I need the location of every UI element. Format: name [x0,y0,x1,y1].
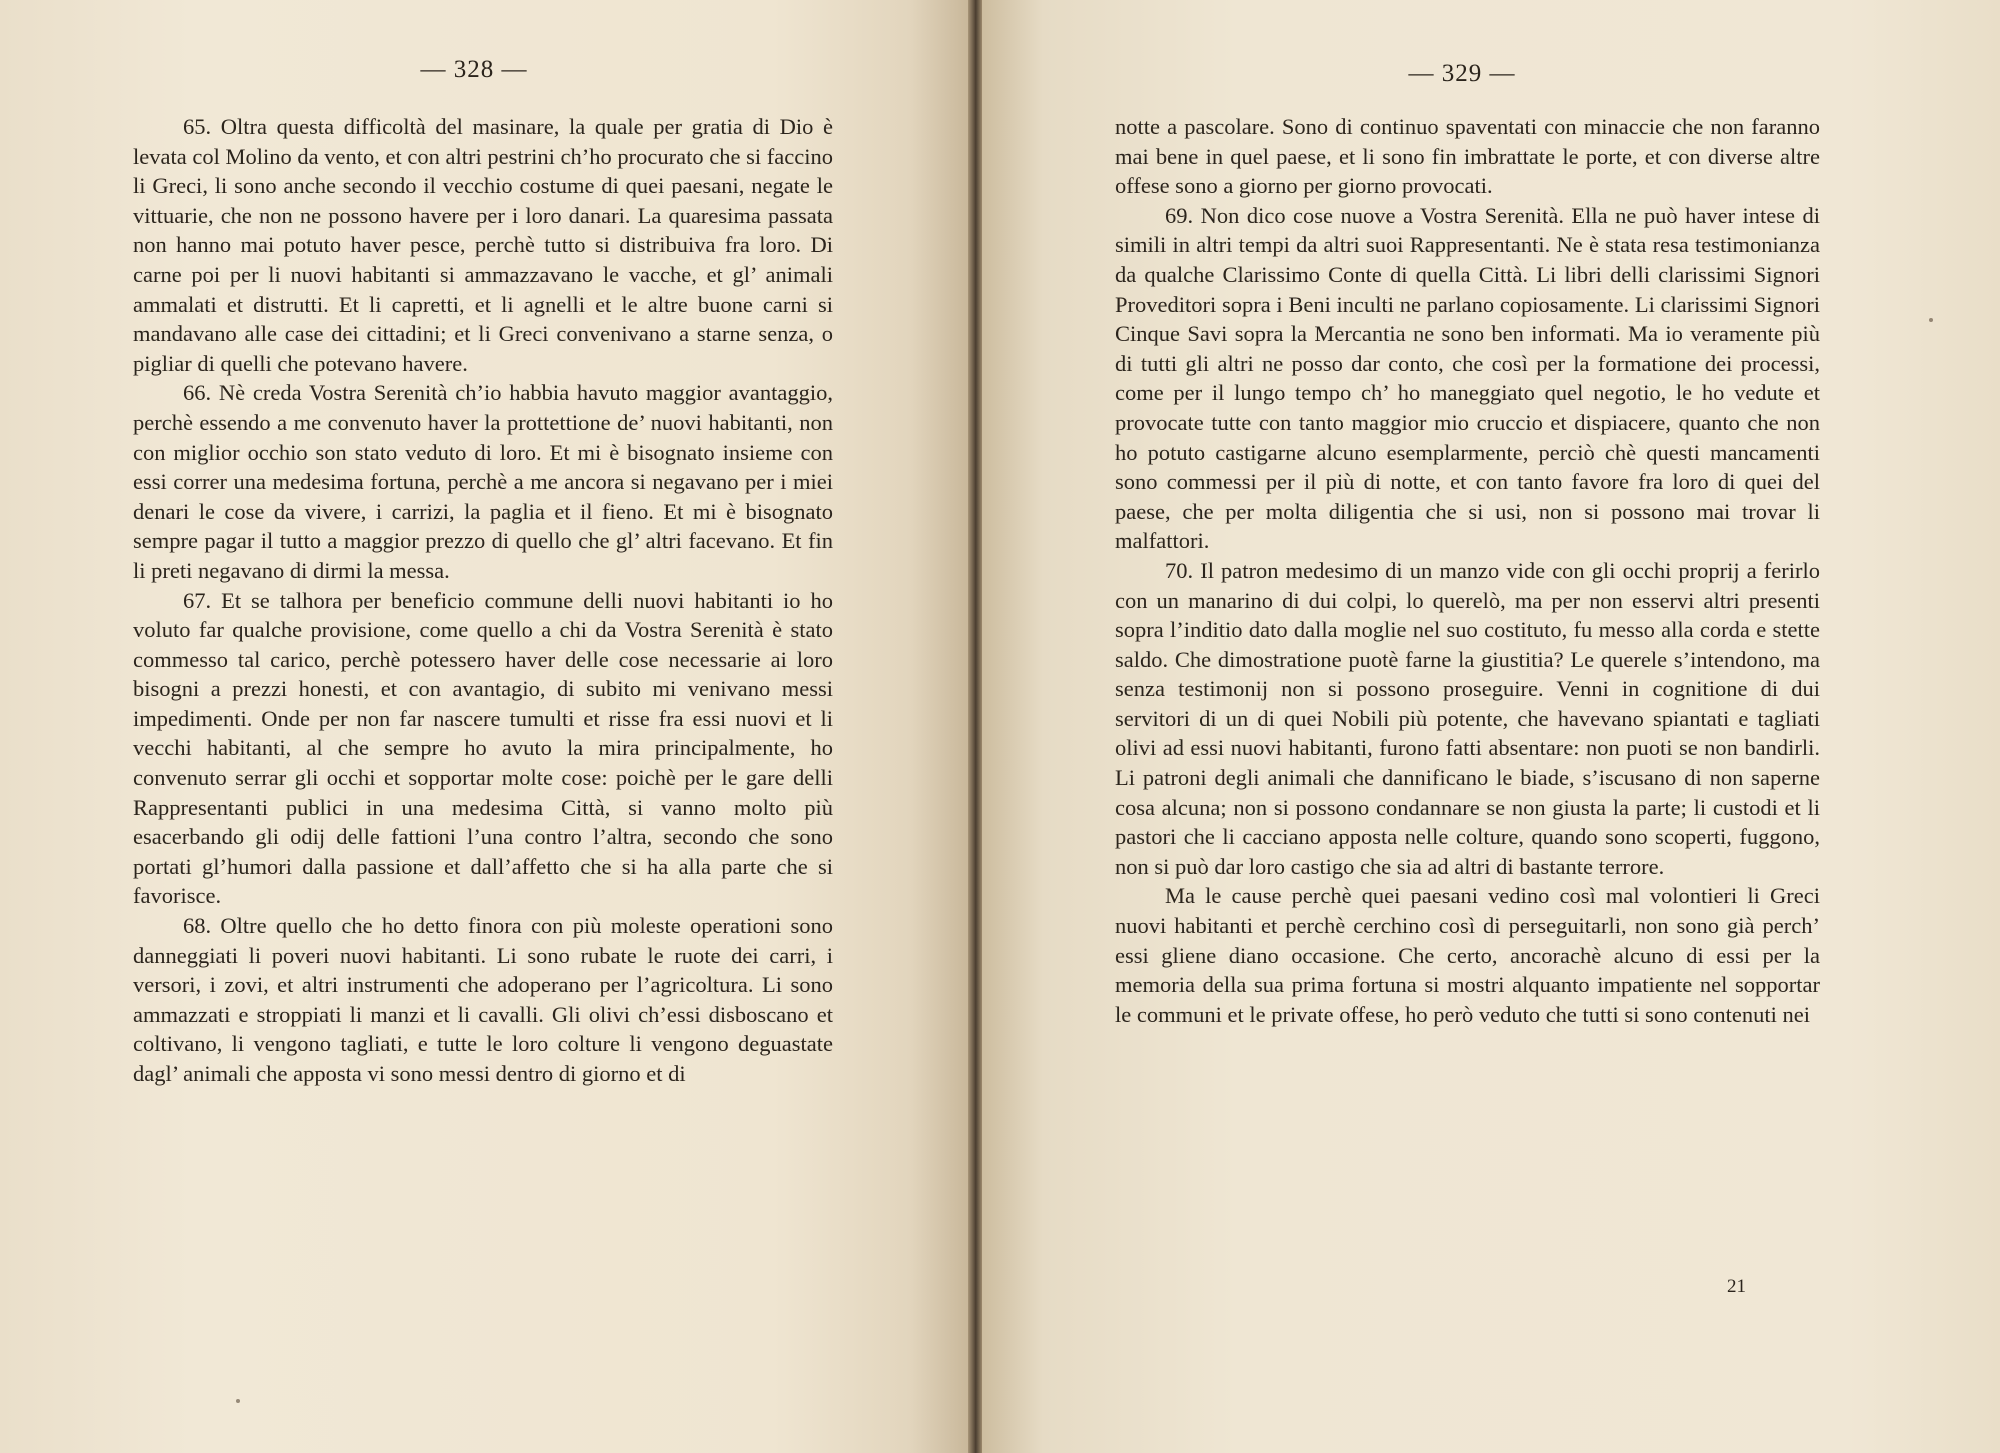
book-gutter [968,0,982,1453]
paragraph: 66. Nè creda Vostra Serenità ch’io habbia havuto maggior avantaggio, perchè essendo a me convenuto haver la prottettione de’ nuovi habitanti, non con miglior occhio son stato veduto di loro. Et mi è bisognato insieme con essi correr una medesima fortuna, perchè a me ancora si negavano per i miei denari le cose da vivere, i carrizi, la paglia et il fieno. Et mi è bisognato sempre pagar il tutto a maggior prezzo di quello che gl’ altri facevano. Et fin li preti negavano di dirmi la messa. [133,380,833,583]
paragraph: 68. Oltre quello che ho detto finora con più moleste operationi sono danneggiati li poveri nuovi habitanti. Li sono rubate le ruote dei carri, i versori, i zovi, et altri instrumenti che adoperano per l’agricoltura. Li sono ammazzati e stroppiati li manzi et li cavalli. Gli olivi ch’essi disboscano et coltivano, li vengono tagliati, e tutte le loro colture li vengono deguastate dagl’ animali che apposta vi sono messi dentro di giorno et di [133,913,833,1086]
paper-speck [1929,318,1933,322]
paragraph: 65. Oltra questa difficoltà del masinare, la quale per gratia di Dio è levata col Molino da vento, et con altri pestrini ch’ho procurato che si faccino li Greci, li sono anche secondo il vecchio costume di quei paesani, negate le vittuarie, che non ne possono havere per i loro danari. La quaresima passata non hanno mai potuto haver pesce, perchè tutto si distribuiva fra loro. Di carne poi per li nuovi habitanti si ammazzavano le vacche, et gl’ animali ammalati et distrutti. Et li capretti, et li agnelli et le altre buone carni si mandavano alle case dei cittadini; et li Greci convenivano a starne senza, o pigliar di quelli che potevano havere. [133,114,833,376]
paper-speck [236,1399,240,1403]
paragraph: notte a pascolare. Sono di continuo spaventati con minaccie che non faranno mai bene in quel paese, et li sono fin imbrattate le porte, et con diverse altre offese sono a giorno per giorno provocati. [1115,114,1820,199]
page-text [1115,112,1820,1029]
paragraph: Ma le cause perchè quei paesani vedino così mal volontieri li Greci nuovi habitanti et perchè cerchino così di perseguitarli, non sono già perch’ essi gliene diano occasione. Che certo, ancorachè alcuno di essi per la memoria della sua prima fortuna si mostri alquanto impatiente nel sopportar le communi et le private offese, ho però veduto che tutti si sono contenuti nei [1115,883,1820,1027]
right-page [982,0,2000,1453]
signature-mark: 21 [1727,1276,1746,1297]
paragraph: 70. Il patron medesimo di un manzo vide con gli occhi proprij a ferirlo con un manarino di dui colpi, lo querelò, ma per non esservi altri presenti sopra l’inditio dato dalla moglie nel suo costituto, fu messo alla corda e stette saldo. Che dimostratione puotè farne la giustitia? Le querele s’intendono, ma senza testimonij non si possono proseguire. Venni in cognitione di dui servitori di un di quei Nobili più potente, che havevano spiantati e tagliati olivi ad essi nuovi habitanti, furono fatti absentare: non puoti se non bandirli. Li patroni degli animali che dannificano le biade, s’iscusano di non saperne cosa alcuna; non si possono condannare se non giusta la parte; li custodi et li pastori che li cacciano apposta nelle colture, quando sono scoperti, fuggono, non si può dar loro castigo che sia ad altri di bastante terrore. [1115,557,1820,879]
left-page [0,0,968,1453]
page-number: — 328 — [420,56,528,83]
page-number: — 329 — [1408,60,1516,87]
page-text [133,112,833,1089]
paragraph: 69. Non dico cose nuove a Vostra Serenità. Ella ne può haver intese di simili in altri tempi da altri suoi Rappresentanti. Ne è stata resa testimonianza da qualche Clarissimo Conte di quella Città. Li libri delli clarissimi Signori Proveditori sopra i Beni inculti ne parlano copiosamente. Li clarissimi Signori Cinque Savi sopra la Mercantia ne sono ben informati. Ma io veramente più di tutti gli altri ne posso dar conto, che così per la formatione dei processi, come per il lungo tempo ch’ ho maneggiato quel negotio, le ho vedute et provocate tutte con tanto maggior mio cruccio et dispiacere, quanto che non ho potuto castigarne alcuno esemplarmente, perciò chè questi mancamenti sono commessi per il più di notte, et con tanto favore fra loro di quei del paese, che per molta diligentia che si usi, non si possono mai trovar li malfattori. [1115,202,1820,554]
paragraph: 67. Et se talhora per beneficio commune delli nuovi habitanti io ho voluto far qualche provisione, come quello a chi da Vostra Serenità è stato commesso tal carico, perchè potessero haver delle cose necessarie ai loro bisogni a prezzi honesti, et con avantagio, di subito mi venivano messi impedimenti. Onde per non far nascere tumulti et risse fra essi nuovi et li vecchi habitanti, al che sempre ho avuto la mira principalmente, ho convenuto serrar gli occhi et sopportar molte cose: poichè per le gare delli Rappresentanti publici in una medesima Città, si vanno molto più esacerbando gli odij delle fattioni l’una contro l’altra, secondo che sono portati gl’humori dalla passione et dall’affetto che si ha alla parte che si favorisce. [133,587,833,909]
